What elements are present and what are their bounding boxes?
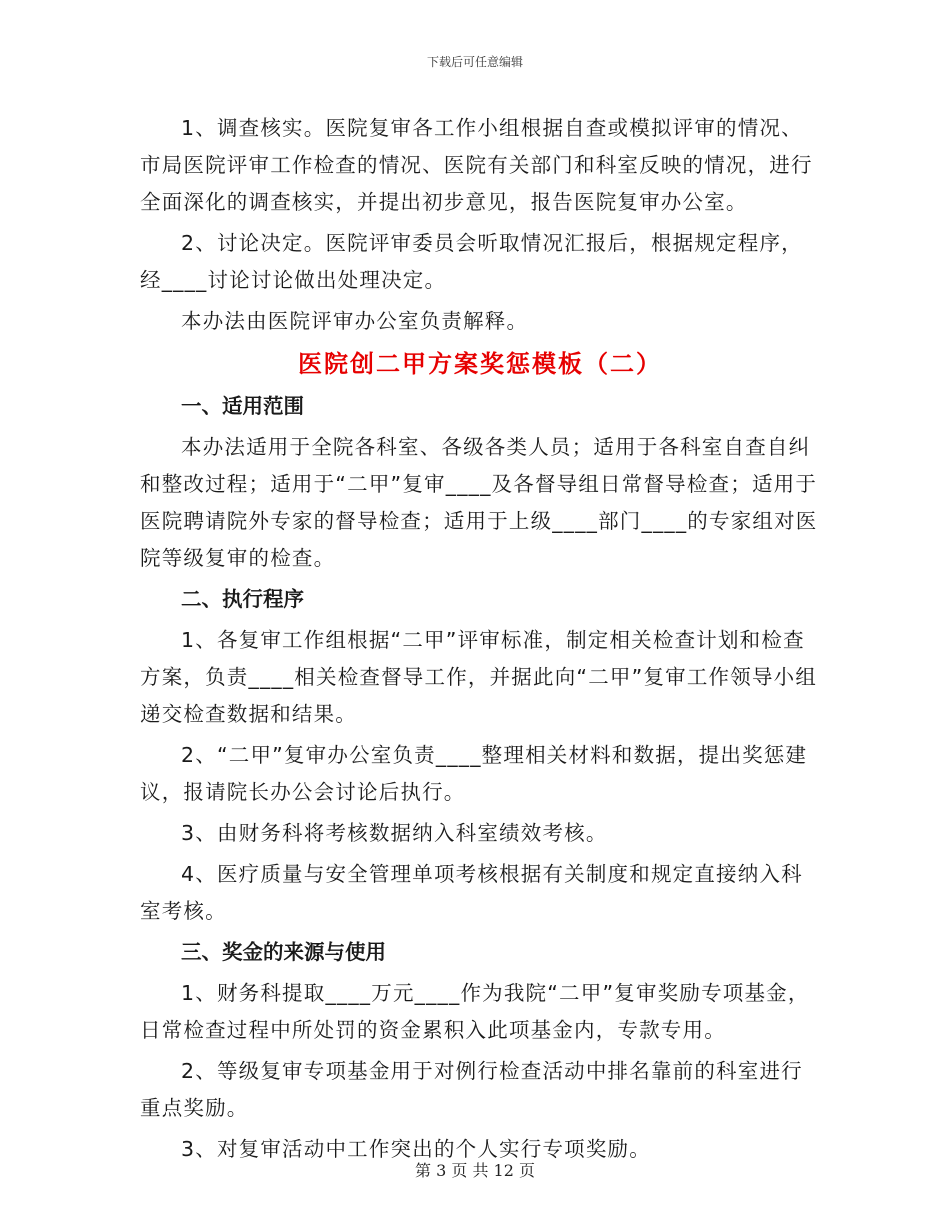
section-heading: 一、适用范围: [181, 394, 304, 418]
paragraph: 本办法适用于全院各科室、各级各类人员；适用于各科室自查自纠和整改过程；适用于“二甲”复审____及各督导组日常督导检查；适用于医院聘请院外专家的督导检查；适用于上级____部门____的专家组对医院等级复审的检查。: [140, 435, 818, 570]
paragraph: 2、“二甲”复审办公室负责____整理相关材料和数据，提出奖惩建议，报请院长办公会讨论后执行。: [140, 743, 808, 804]
paragraph: 2、等级复审专项基金用于对例行检查活动中排名靠前的科室进行重点奖励。: [140, 1059, 803, 1120]
header-note: 下载后可任意编辑: [426, 55, 523, 69]
paragraph: 1、财务科提取____万元____作为我院“二甲”复审奖励专项基金，日常检查过程中所处罚的资金累积入此项基金内，专款专用。: [140, 981, 810, 1042]
document-body: [140, 110, 820, 1172]
paragraph: 2、讨论决定。医院评审委员会听取情况汇报后，根据规定程序，经____讨论讨论做出处理决定。: [140, 231, 803, 292]
paragraph: 1、各复审工作组根据“二甲”评审标准，制定相关检查计划和检查方案，负责____相关检查督导工作，并据此向“二甲”复审工作领导小组递交检查数据和结果。: [140, 628, 818, 726]
paragraph: 1、调查核实。医院复审各工作小组根据自查或模拟评审的情况、市局医院评审工作检查的情况、医院有关部门和科室反映的情况，进行全面深化的调查核实，并提出初步意见，报告医院复审办公室。: [140, 116, 813, 214]
page-number: 第 3 页 共 12 页: [415, 1161, 535, 1180]
section-heading: 二、执行程序: [181, 587, 304, 611]
paragraph: 3、对复审活动中工作突出的个人实行专项奖励。: [181, 1137, 651, 1161]
document-title: 医院创二甲方案奖惩模板（二）: [298, 350, 662, 378]
paragraph: 3、由财务科将考核数据纳入科室绩效考核。: [181, 821, 608, 845]
section-heading: 三、奖金的来源与使用: [181, 940, 386, 964]
paragraph: 4、医疗质量与安全管理单项考核根据有关制度和规定直接纳入科室考核。: [140, 862, 803, 923]
paragraph: 本办法由医院评审办公室负责解释。: [181, 309, 529, 333]
